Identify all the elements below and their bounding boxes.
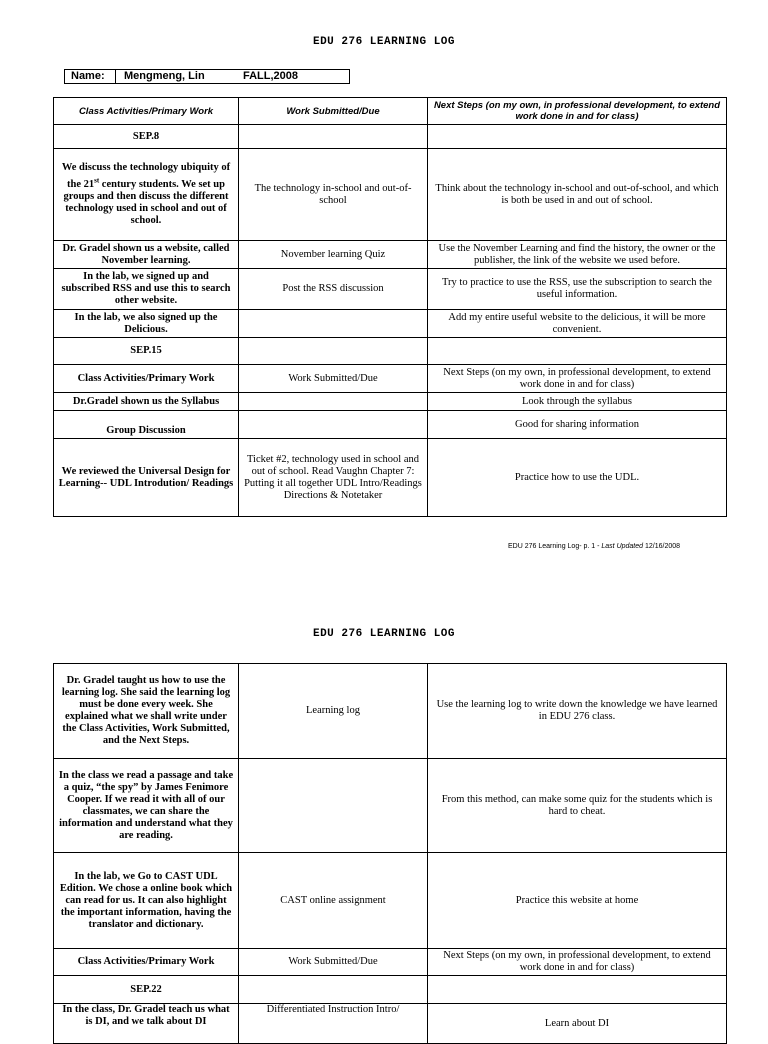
next-cell: Practice how to use the UDL. — [428, 439, 727, 517]
activity-cell: Group Discussion — [54, 411, 239, 439]
page-footer: EDU 276 Learning Log- p. 1 - Last Updated 12/16/2008 — [508, 543, 681, 550]
header-activities: Class Activities/Primary Work — [54, 98, 239, 125]
work-cell — [239, 759, 428, 853]
work-cell — [239, 411, 428, 439]
next-cell — [428, 338, 727, 365]
work-cell: The technology in-school and out-of-school — [239, 149, 428, 241]
header-work: Work Submitted/Due — [239, 98, 428, 125]
next-cell: Add my entire useful website to the delicious, it will be more convenient. — [428, 310, 727, 338]
work-cell: Ticket #2, technology used in school and out of school. Read Vaughn Chapter 7: Putting it all together UDL Intro/Readings Directions & Notetaker — [239, 439, 428, 517]
repeat-header-work: Work Submitted/Due — [239, 365, 428, 393]
repeat-header-next-steps: Next Steps (on my own, in professional development, to extend work done in and for class) — [428, 365, 727, 393]
activity-cell: In the class, Dr. Gradel teach us what is DI, and we talk about DI — [54, 1004, 239, 1044]
activity-cell: In the class we read a passage and take a quiz, “the spy” by James Fenimore Cooper. If we read it with all of our classmates, we can share the information and understand what they are reading. — [54, 759, 239, 853]
next-cell: Learn about DI — [428, 1004, 727, 1044]
work-cell — [239, 310, 428, 338]
log-table-page2 — [53, 663, 727, 1044]
repeat-header-work: Work Submitted/Due — [239, 949, 428, 976]
page-title: EDU 276 LEARNING LOG — [312, 36, 456, 48]
activity-cell: Dr. Gradel taught us how to use the learning log. She said the learning log must be done every week. She explained what we shall write under the Class Activities, Work Submitted, and the Next Steps. — [54, 664, 239, 759]
log-table-page1 — [53, 97, 727, 517]
work-cell: Post the RSS discussion — [239, 269, 428, 310]
activity-cell: We discuss the technology ubiquity of the 21st century students. We set up groups and then discuss the different technology used in school and out of school. — [54, 149, 239, 241]
work-cell — [239, 976, 428, 1004]
repeat-header-next-steps: Next Steps (on my own, in professional development, to extend work done in and for class) — [428, 949, 727, 976]
activity-cell: Dr. Gradel shown us a website, called November learning. — [54, 241, 239, 269]
work-cell — [239, 338, 428, 365]
next-cell: From this method, can make some quiz for the students which is hard to cheat. — [428, 759, 727, 853]
next-cell: Think about the technology in-school and out-of-school, and which is both be used in and out of school. — [428, 149, 727, 241]
work-cell: November learning Quiz — [239, 241, 428, 269]
next-cell: Use the learning log to write down the knowledge we have learned in EDU 276 class. — [428, 664, 727, 759]
term: FALL,2008 — [243, 70, 299, 82]
next-cell — [428, 125, 727, 149]
repeat-header-activities: Class Activities/Primary Work — [54, 365, 239, 393]
name-label: Name: — [71, 70, 105, 82]
activity-cell: In the lab, we Go to CAST UDL Edition. We chose a online book which can read for us. It can also highlight the important information, having the translator and dictionary. — [54, 853, 239, 949]
next-cell: Look through the syllabus — [428, 393, 727, 411]
next-cell: Try to practice to use the RSS, use the subscription to search the useful information. — [428, 269, 727, 310]
work-cell — [239, 125, 428, 149]
date-cell: SEP.8 — [54, 125, 239, 149]
activity-cell: We reviewed the Universal Design for Learning-- UDL Introdution/ Readings — [54, 439, 239, 517]
work-cell — [239, 393, 428, 411]
name-value: Mengmeng, Lin — [124, 70, 205, 82]
work-cell: CAST online assignment — [239, 853, 428, 949]
next-cell: Practice this website at home — [428, 853, 727, 949]
work-cell: Learning log — [239, 664, 428, 759]
date-cell: SEP.15 — [54, 338, 239, 365]
page-title-2: EDU 276 LEARNING LOG — [312, 628, 456, 640]
work-cell: Differentiated Instruction Intro/ — [239, 1004, 428, 1044]
next-cell — [428, 976, 727, 1004]
header-next-steps: Next Steps (on my own, in professional development, to extend work done in and for class) — [428, 98, 727, 125]
activity-cell: Dr.Gradel shown us the Syllabus — [54, 393, 239, 411]
activity-cell: In the lab, we signed up and subscribed RSS and use this to search other website. — [54, 269, 239, 310]
next-cell: Use the November Learning and find the history, the owner or the publisher, the link of the website we used before. — [428, 241, 727, 269]
next-cell: Good for sharing information — [428, 411, 727, 439]
name-box — [64, 69, 350, 84]
date-cell: SEP.22 — [54, 976, 239, 1004]
repeat-header-activities: Class Activities/Primary Work — [54, 949, 239, 976]
activity-cell: In the lab, we also signed up the Delicious. — [54, 310, 239, 338]
